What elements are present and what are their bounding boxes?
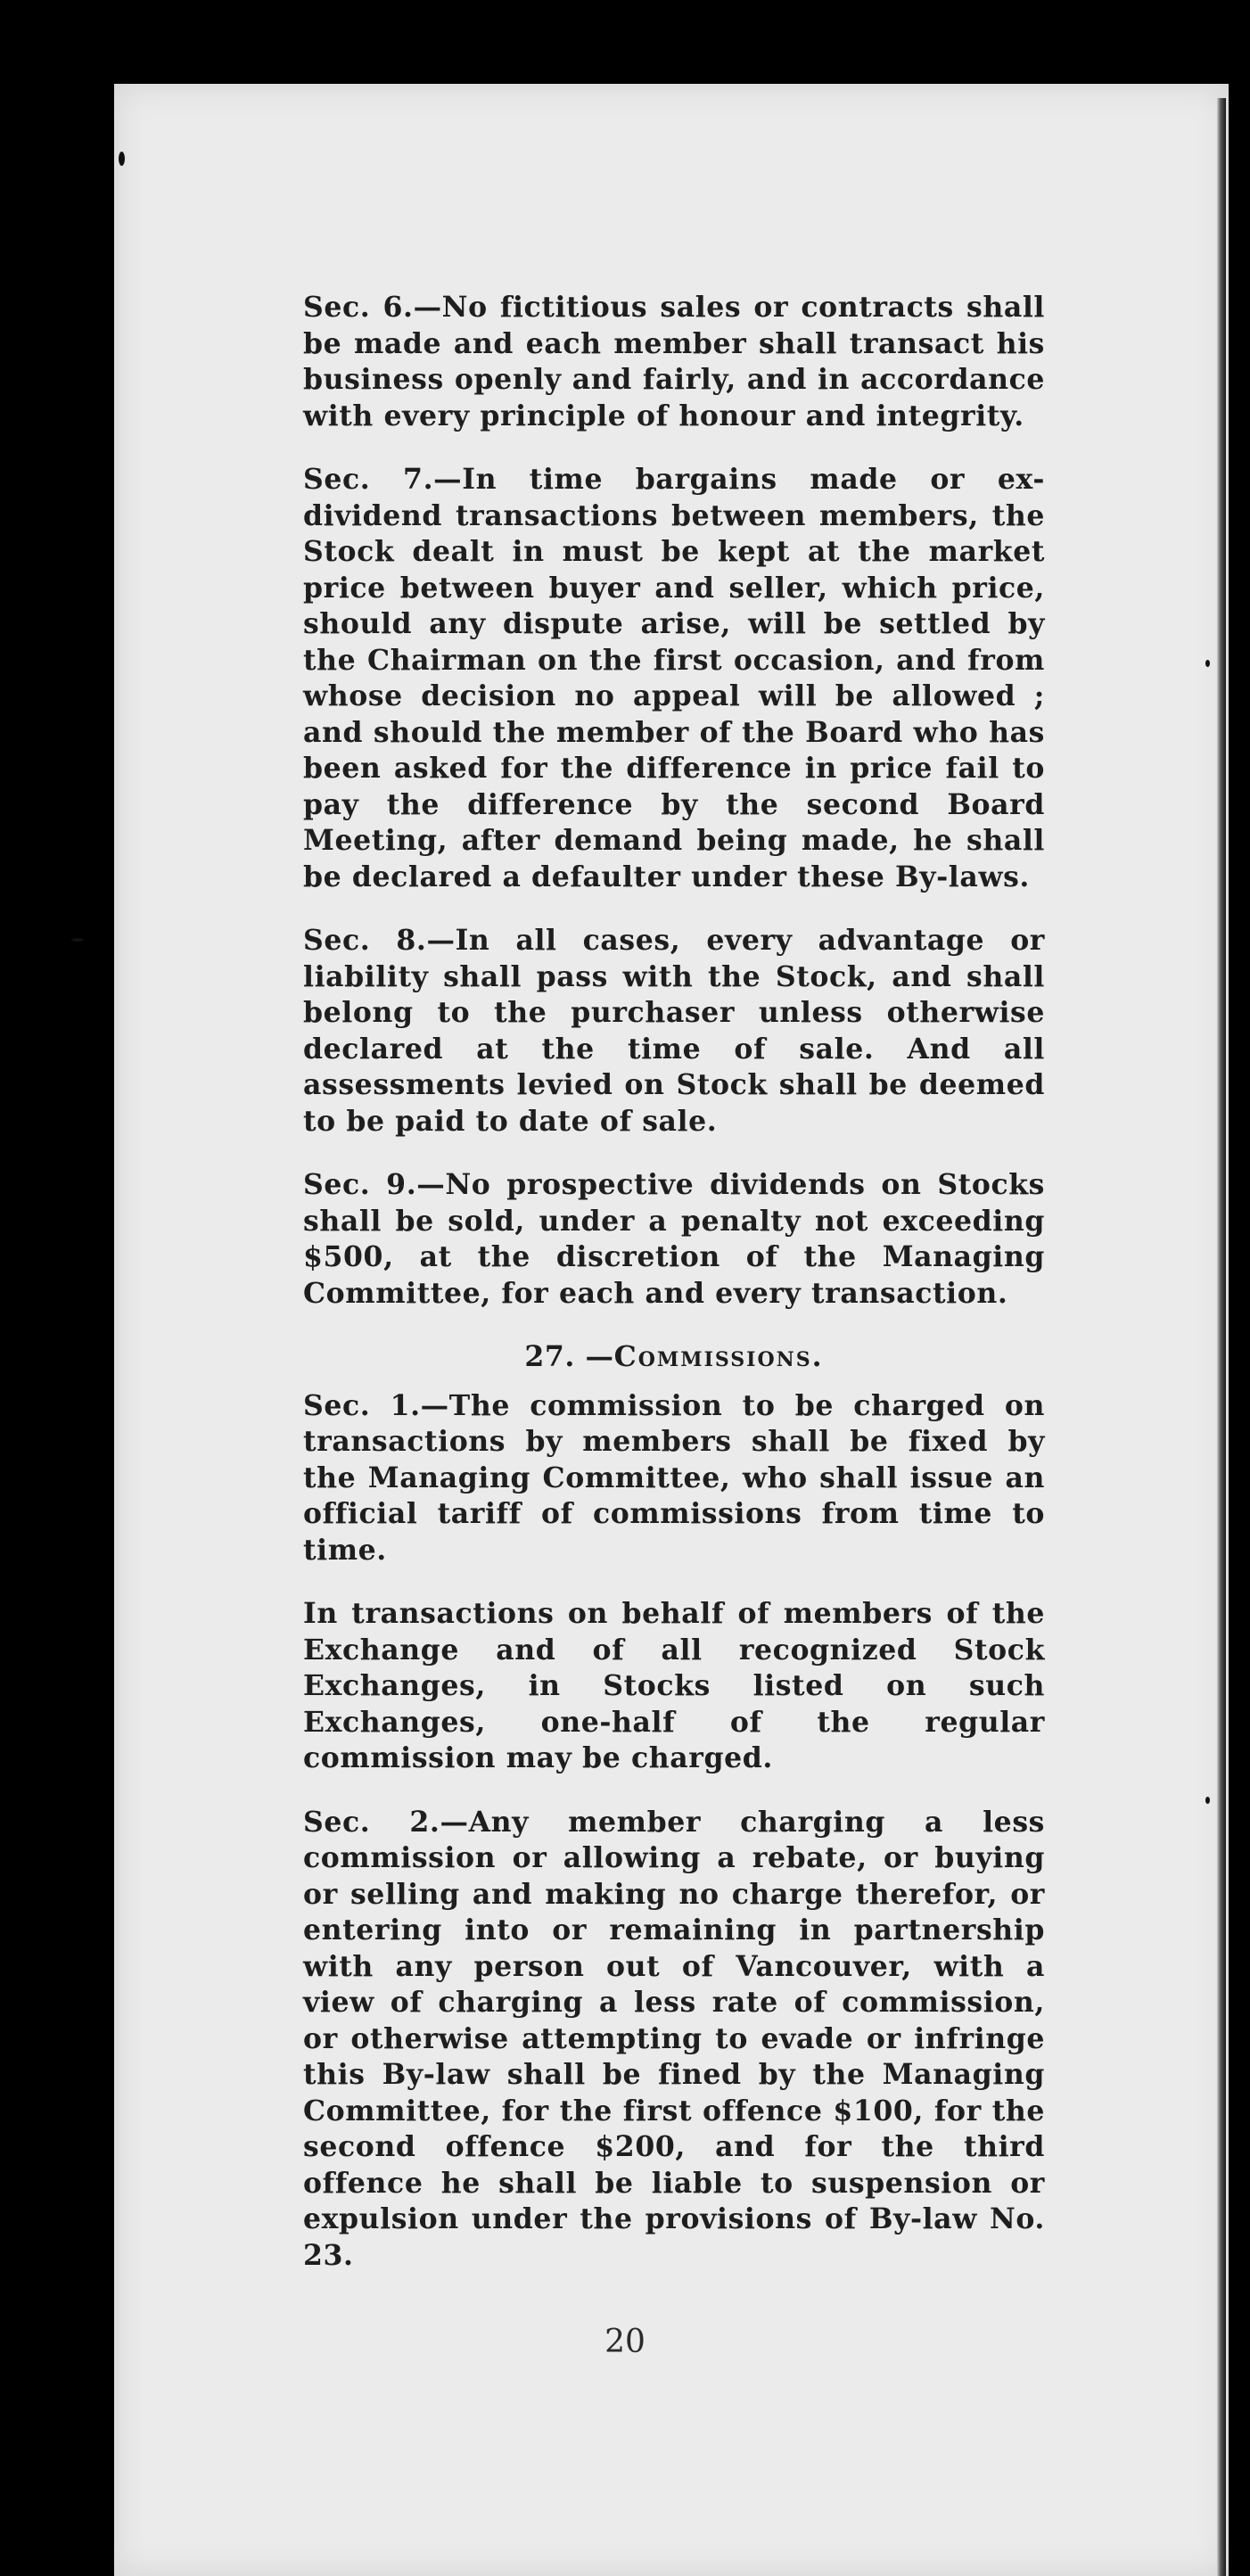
heading-title: Commissions. [613,1340,824,1373]
document-body [303,290,1045,2301]
paragraph-commission-sec-2: Sec. 2.—Any member charging a less commission or allowing a rebate, or buying or selling and making no charge therefor, or entering into or remaining in partnership with any person out of Vancouver, with a view of charging a less rate of commission, or otherwise attempting to evade or infringe this By-law shall be fined by the Managing Committee, for the first offence $100, for the second offence $200, and for the third offence he shall be liable to suspension or expulsion under the provisions of By-law No. 23. [303,1805,1045,2272]
margin-speck [1205,660,1210,667]
paragraph-sec-6: Sec. 6.—No fictitious sales or contracts shall be made and each member shall transact his business openly and fairly, and in accordance with every principle of honour and integrity. [303,291,1045,432]
page-number: 20 [604,2324,646,2360]
paragraph-recognized-exchanges: In transactions on behalf of members of the Exchange and of all recognized Stock Exchanges, in Stocks listed on such Exchanges, one-half of the regular commission may be charged. [303,1597,1045,1774]
margin-speck [71,938,84,942]
paragraph-sec-8: Sec. 8.—In all cases, every advantage or liability shall pass with the Stock, and shall belong to the purchaser unless otherwise declared at the time of sale. And all assessments levied on Stock shall be deemed to be paid to date of sale. [303,924,1045,1138]
margin-speck [1205,1797,1210,1804]
paragraph-sec-7: Sec. 7.—In time bargains made or ex-dividend transactions between members, the Stock dealt in must be kept at the market price between buyer and seller, which price, should any dispute arise, will be settled by the Chairman on the first occasion, and from whose decision no appeal will be allowed ; and should the member of the Board who has been asked for the difference in price fail to pay the difference by the second Board Meeting, after demand being made, he shall be declared a defaulter under these By-laws. [303,463,1045,893]
paragraph-sec-9: Sec. 9.—No prospective dividends on Stocks shall be sold, under a penalty not exceeding $500, at the discretion of the Managing Committee, for each and every transaction. [303,1168,1045,1310]
page-edge [1217,98,1226,2576]
paragraph-commission-sec-1: Sec. 1.—The commission to be charged on transactions by members shall be fixed by the Managing Committee, who shall issue an official tariff of commissions from time to time. [303,1388,1045,1567]
margin-speck [119,152,125,166]
section-heading [303,1339,1045,1376]
heading-number: 27. — [524,1340,614,1373]
